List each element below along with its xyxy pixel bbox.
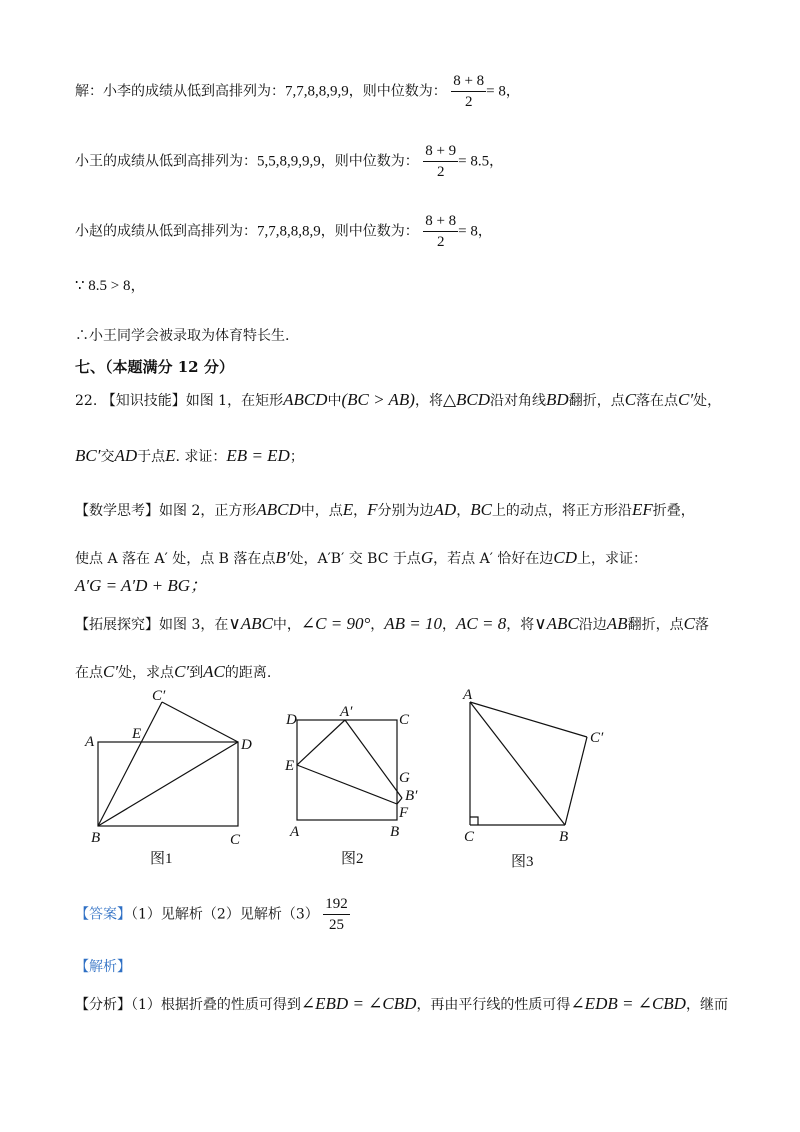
math: B′ — [275, 548, 290, 567]
therefore-line: ∴小王同学会被录取为体育特长生. — [75, 328, 290, 344]
fig3-label-a: A — [463, 687, 473, 703]
math: ABCD — [283, 390, 328, 409]
math: C′ — [103, 662, 119, 681]
math: (BC > AB) — [341, 390, 415, 409]
fig2-caption: 图2 — [341, 851, 364, 867]
solution-line-wang — [75, 142, 503, 181]
segment-c-prime-d — [162, 702, 238, 742]
text: ， — [370, 617, 385, 633]
text: 小赵的成绩从低到高排列为： — [75, 223, 257, 240]
text: ，则中位数为： — [320, 153, 419, 170]
fig1-label-c: C — [230, 832, 241, 848]
text: 处， — [693, 393, 722, 409]
math: AD — [433, 500, 457, 519]
text: ， — [505, 83, 520, 100]
answer-line — [75, 895, 350, 934]
segment-a-prime-b-prime — [345, 720, 402, 798]
fig2-label-e: E — [285, 758, 295, 774]
fig1-label-a: A — [85, 734, 95, 750]
figure-2 — [297, 720, 402, 820]
text: 使点 A 落在 A′ 处，点 B 落在点 — [75, 551, 276, 567]
fig1-label-d: D — [241, 737, 252, 753]
numerator: 8 + 8 — [451, 72, 486, 92]
numerator: 192 — [323, 895, 350, 915]
math: F — [367, 500, 378, 519]
fig2-label-b: B — [390, 824, 400, 840]
math: ∠C = 90° — [300, 614, 371, 633]
sequence: 5,5,8,9,9,9 — [257, 153, 321, 170]
fig3-label-c: C — [464, 829, 475, 845]
fig3-caption: 图3 — [511, 854, 534, 870]
fraction — [423, 142, 458, 181]
fig2-label-f: F — [399, 805, 409, 821]
text: 到 — [189, 665, 204, 681]
math: ∨ABC — [228, 614, 273, 633]
text: 中 — [327, 393, 342, 409]
segment-ab — [470, 702, 565, 825]
math: G — [420, 548, 434, 567]
text: ， — [456, 503, 471, 519]
math: AC = 8 — [456, 614, 507, 633]
math: AB — [606, 614, 628, 633]
denominator: 2 — [436, 164, 445, 180]
math: EF — [631, 500, 653, 519]
right-angle-mark — [470, 817, 478, 825]
text: ， — [442, 617, 457, 633]
fig1-label-c-prime: C′ — [152, 688, 166, 704]
text: ； — [289, 449, 304, 465]
sequence: 7,7,8,8,9,9 — [285, 83, 349, 100]
answer-fraction — [323, 895, 350, 934]
diagonal-bd — [98, 742, 238, 826]
section-title: 七、（本题满分 12 分） — [75, 358, 234, 376]
answer-text: （1）见解析（2）见解析（3） — [131, 906, 319, 923]
fig1-label-e: E — [132, 726, 142, 742]
math: AC — [203, 662, 225, 681]
text: 中， — [272, 617, 301, 633]
fig2-label-a-prime: A′ — [340, 704, 353, 720]
q22-line-6 — [75, 614, 709, 635]
text: 翻折，点 — [568, 393, 625, 409]
text: 【数学思考】如图 2，正方形 — [75, 503, 257, 519]
text: ，再由平行线的性质可得 — [416, 997, 571, 1013]
text: 沿边 — [578, 617, 607, 633]
segment-e-a-prime — [297, 720, 345, 765]
math: ∠EBD = ∠CBD — [300, 994, 417, 1013]
text: ，则中位数为： — [320, 223, 419, 240]
fig1-label-b: B — [91, 830, 101, 846]
figure-1 — [98, 702, 238, 826]
text: 中，点 — [300, 503, 343, 519]
fig2-label-c: C — [399, 712, 410, 728]
text: ， — [130, 278, 146, 294]
figures — [0, 680, 800, 880]
text: 落在点 — [636, 393, 679, 409]
fig3-label-c-prime: C′ — [590, 730, 604, 746]
denominator: 25 — [328, 917, 344, 933]
math: ∨ABC — [534, 614, 579, 633]
text: 沿对角线 — [490, 393, 547, 409]
answer-tag: 【答案】 — [75, 906, 131, 923]
result: = 8 — [486, 83, 506, 100]
math: E — [342, 500, 354, 519]
fraction — [451, 72, 486, 111]
fig2-label-d: D — [286, 712, 297, 728]
text: ，将 — [414, 393, 443, 409]
math: △BCD — [442, 390, 491, 409]
fig2-label-g: G — [399, 770, 410, 786]
text: 【拓展探究】如图 3，在 — [75, 617, 229, 633]
text: 分别为边 — [377, 503, 434, 519]
q22-line-4 — [75, 548, 647, 569]
q22-line-1 — [75, 390, 721, 411]
math: ∠EDB = ∠CBD — [570, 994, 686, 1013]
math: BC — [470, 500, 492, 519]
result: = 8.5 — [458, 153, 490, 170]
math: BD — [546, 390, 569, 409]
math: AB = 10 — [384, 614, 443, 633]
text: 22. 【知识技能】如图 1，在矩形 — [75, 393, 284, 409]
text: ，则中位数为： — [348, 83, 447, 100]
math: C — [683, 614, 695, 633]
math: E — [165, 446, 176, 465]
q22-line-2 — [75, 446, 304, 467]
text: 于点 — [137, 449, 166, 465]
math: ABCD — [256, 500, 301, 519]
fig2-label-a: A — [290, 824, 300, 840]
text: 处，A′B′ 交 BC 于点 — [289, 551, 421, 567]
math: BC′ — [75, 446, 101, 465]
text: ， — [489, 153, 504, 170]
text: 处，求点 — [118, 665, 175, 681]
text: . 求证： — [175, 449, 227, 465]
fig3-label-b: B — [559, 829, 569, 845]
text: 上，求证： — [576, 551, 647, 567]
fenxi-tag: 【分析】 — [75, 997, 131, 1013]
fig1-caption: 图1 — [150, 851, 173, 867]
text: 上的动点，将正方形沿 — [491, 503, 632, 519]
denominator: 2 — [436, 234, 445, 250]
analysis-tag: 【解析】 — [75, 959, 131, 975]
fraction — [423, 212, 458, 251]
fenxi-line — [75, 994, 728, 1015]
q22-line-3 — [75, 500, 695, 521]
text: ∵ 8.5 > 8 — [75, 278, 131, 294]
math: EB = ED — [226, 446, 290, 465]
denominator: 2 — [464, 94, 473, 110]
text: （1）根据折叠的性质可得到 — [131, 997, 301, 1013]
text: 翻折，点 — [627, 617, 684, 633]
because-line — [75, 276, 146, 296]
segment-b-prime-f — [397, 798, 402, 804]
text: 解：小李的成绩从低到高排列为： — [75, 83, 285, 100]
numerator: 8 + 9 — [423, 142, 458, 162]
text: ，若点 A′ 恰好在边 — [433, 551, 554, 567]
q22-line-5: A′G = A′D + BG； — [75, 576, 208, 595]
math: AD — [114, 446, 138, 465]
segment-c-prime-b — [565, 737, 587, 825]
segment-ac-prime — [470, 702, 587, 737]
math: C′ — [174, 662, 190, 681]
result: = 8 — [458, 223, 478, 240]
math: CD — [553, 548, 577, 567]
figure-3 — [470, 702, 587, 825]
text: 的距离. — [224, 665, 272, 681]
text: 交 — [100, 449, 115, 465]
numerator: 8 + 8 — [423, 212, 458, 232]
text: ， — [353, 503, 368, 519]
text: ， — [477, 223, 492, 240]
text: 小王的成绩从低到高排列为： — [75, 153, 257, 170]
text: 落 — [694, 617, 709, 633]
text: ，继而 — [685, 997, 728, 1013]
fig2-label-b-prime: B′ — [405, 788, 418, 804]
text: ，将 — [506, 617, 535, 633]
solution-line-li — [75, 72, 520, 111]
text: 折叠， — [652, 503, 695, 519]
text: 在点 — [75, 665, 103, 681]
math: C — [624, 390, 637, 409]
solution-line-zhao — [75, 212, 492, 251]
math: C′ — [678, 390, 694, 409]
sequence: 7,7,8,8,8,9 — [257, 223, 321, 240]
